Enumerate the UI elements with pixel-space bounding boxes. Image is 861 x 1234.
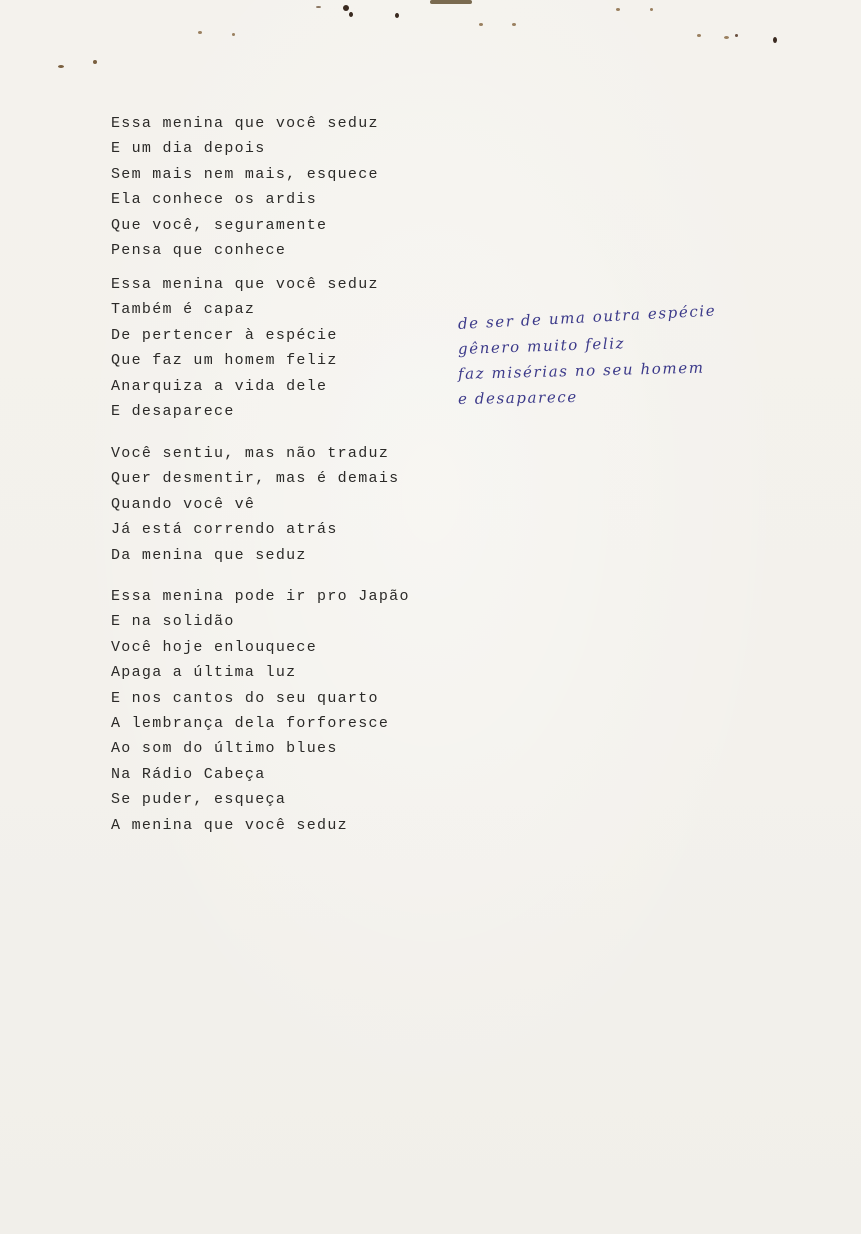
poem-line: Ela conhece os ardis [111, 191, 318, 209]
stanza-4 [111, 584, 410, 838]
ink-speck [93, 60, 97, 64]
ink-speck [735, 34, 738, 37]
ink-speck [697, 34, 701, 37]
poem-line: Você sentiu, mas não traduz [111, 445, 390, 462]
handwritten-line: gênero muito feliz [457, 334, 626, 358]
poem-line: Quer desmentir, mas é demais [111, 470, 400, 488]
handwritten-line: de ser de uma outra espécie [457, 301, 717, 333]
ink-speck [724, 36, 729, 39]
handwritten-line: e desaparece [457, 387, 578, 408]
ink-speck [773, 37, 777, 43]
poem-line: Sem mais nem mais, esquece [111, 165, 379, 183]
poem-line: Anarquiza a vida dele [111, 377, 328, 395]
stanza-3 [111, 441, 399, 568]
poem-line: E desaparece [111, 402, 235, 420]
handwritten-note [457, 301, 758, 412]
poem-line: Ao som do último blues [111, 740, 338, 758]
poem-line: De pertencer à espécie [111, 326, 338, 344]
ink-speck [316, 6, 321, 8]
ink-speck [349, 12, 353, 17]
poem-line: Quando você vê [111, 495, 256, 513]
poem-line: Essa menina que você seduz [111, 115, 379, 132]
ink-speck [650, 8, 653, 11]
poem-line: Também é capaz [111, 301, 256, 319]
stanza-1 [111, 111, 379, 263]
poem-line: Você hoje enlouquece [111, 638, 318, 656]
poem-line: Essa menina que você seduz [111, 276, 379, 293]
poem-line: A lembrança dela forforesce [111, 714, 390, 732]
poem-line: Pensa que conhece [111, 241, 287, 259]
stanza-2 [111, 272, 379, 424]
poem-line: Que faz um homem feliz [111, 352, 338, 370]
poem-line: Da menina que seduz [111, 546, 307, 564]
poem-line: Que você, seguramente [111, 216, 328, 234]
ink-speck [198, 31, 202, 34]
ink-speck [232, 33, 235, 36]
poem-line: E um dia depois [111, 140, 266, 158]
poem-line: Apaga a última luz [111, 664, 297, 682]
ink-speck [58, 65, 64, 68]
handwritten-line: faz misérias no seu homem [457, 358, 705, 383]
poem-line: Na Rádio Cabeça [111, 765, 266, 783]
ink-speck [479, 23, 483, 26]
ink-speck [616, 8, 620, 11]
ink-speck [430, 0, 472, 4]
poem-line: A menina que você seduz [111, 816, 348, 834]
poem-line: E nos cantos do seu quarto [111, 689, 379, 707]
ink-speck [512, 23, 516, 26]
ink-speck [395, 13, 399, 18]
poem-line: Essa menina pode ir pro Japão [111, 588, 410, 605]
poem-line: Já está correndo atrás [111, 521, 338, 539]
poem-line: Se puder, esqueça [111, 791, 287, 809]
ink-speck [343, 5, 349, 11]
poem-line: E na solidão [111, 613, 235, 631]
